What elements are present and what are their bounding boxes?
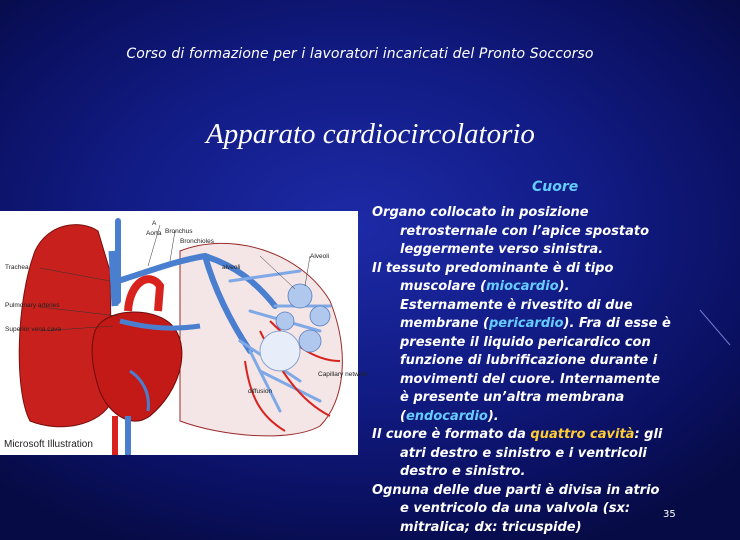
text-segment: ). [487, 408, 499, 424]
text-segment: Ognuna delle due parti è divisa in atrio e ventricolo da una valvola (sx: mitralica; dx: tricuspide) [372, 482, 660, 535]
body-paragraph-4 [372, 482, 672, 538]
label-gas-diffusion: diffusion [248, 388, 273, 395]
text-segment: quattro cavità [530, 427, 635, 442]
illustration-caption: Microsoft Illustration [4, 439, 93, 450]
illustration-svg [0, 211, 368, 455]
label-alveoli-right: Alveoli [310, 253, 330, 260]
presentation-header: Corso di formazione per i lavoratori incaricati del Pronto Soccorso [126, 46, 594, 62]
text-segment: Il cuore è formato da [372, 427, 531, 442]
label-aorta: Aorta [146, 230, 162, 237]
text-segment: ). Fra di esse è presente il liquido pericardico con funzione di lubrificazione durante i movimenti del cuore. Internamente è presente un’altra membrana ( [400, 316, 671, 424]
heart-lungs-illustration [0, 211, 368, 455]
body-paragraph-1 [372, 204, 672, 260]
slide-subtitle: Cuore [532, 179, 579, 195]
label-pulmonary-arteries: Pulmonary arteries [5, 302, 60, 309]
capillary-ball [260, 331, 300, 371]
slide-number: 35 [663, 509, 676, 520]
text-segment: Il tessuto predominante è di tipo muscolare ( [372, 260, 614, 294]
text-segment: : gli atri destro e sinistro e i ventricoli destro e sinistro. [400, 427, 663, 479]
slide-body-text [372, 204, 672, 537]
label-superior-vena-cava: Superior vena cava [5, 326, 62, 333]
label-trachea: Trachea [5, 264, 29, 271]
text-segment: Organo collocato in posizione retrosternale con l’apice spostato leggermente verso sinistra. [372, 205, 650, 257]
text-segment: ). Esternamente è rivestito di due membrane ( [400, 279, 633, 331]
label-bronchioles: Bronchioles [180, 238, 214, 245]
body-paragraph-3 [372, 426, 672, 482]
label-aorta-top: A [152, 220, 157, 227]
label-bronchus: Bronchus [165, 228, 193, 235]
label-capillary-network: Capillary network [318, 371, 368, 378]
text-segment: miocardio [486, 279, 559, 294]
label-alveoli-left: alveoli [222, 264, 241, 271]
text-segment: pericardio [488, 316, 564, 331]
slide-title: Apparato cardiocircolatorio [206, 118, 535, 150]
decorative-line [700, 300, 740, 360]
body-paragraph-2 [372, 260, 672, 427]
text-segment: endocardio [405, 408, 488, 424]
